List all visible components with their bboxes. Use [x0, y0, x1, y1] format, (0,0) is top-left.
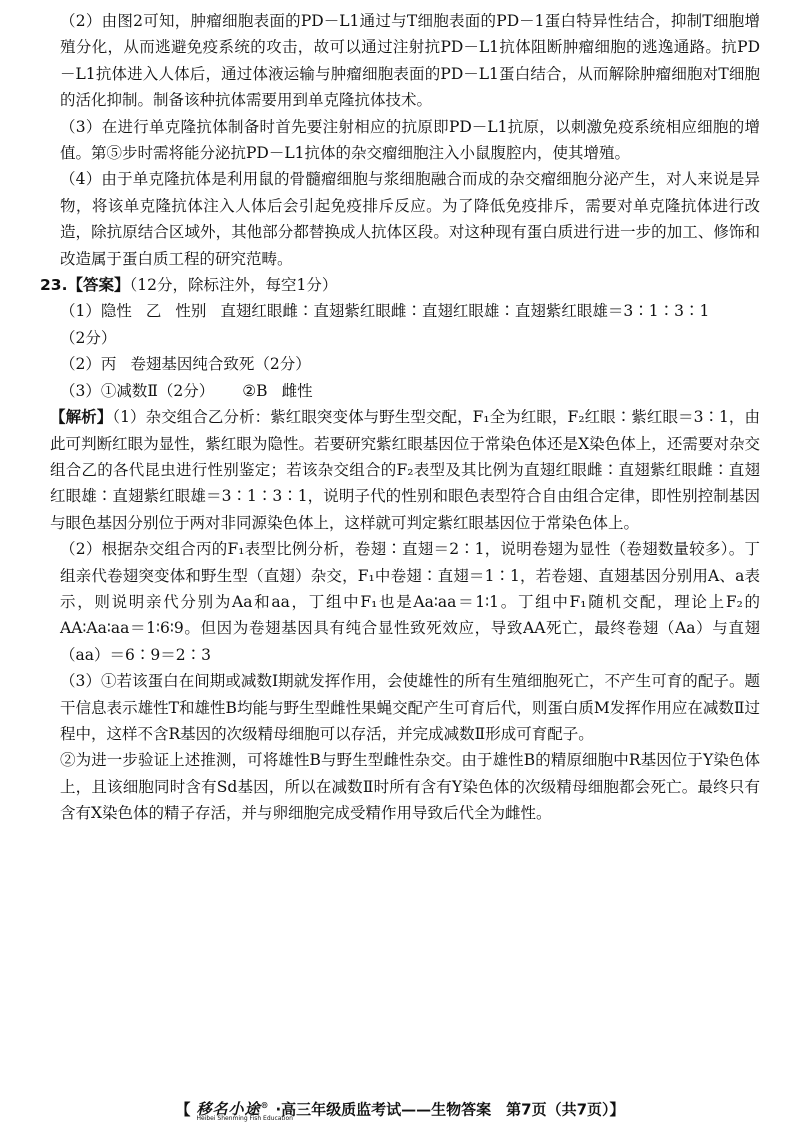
answer-3-female: 雌性	[281, 381, 313, 400]
footer-open-bracket: 【	[175, 1100, 191, 1119]
answer-2-reason: 卷翅基因纯合致死（2分）	[130, 355, 311, 374]
analysis-tag: 【解析】	[50, 408, 113, 427]
analysis-paragraph-3: （3）①若该蛋白在间期或减数Ⅰ期就发挥作用，会使雄性的所有生殖细胞死亡，不产生可育的配子。题干信息表示雄性T和雄性B均能与野生型雌性果蝇交配产生可育后代，则蛋白质M发挥作用应在减数Ⅱ过程中，这样不含R基因的次级精母细胞可以存活，并完成减数Ⅱ形成可育配子。	[60, 672, 760, 743]
answer-line-1-cont	[50, 325, 760, 351]
answer-1-ratio: 直翅红眼雌∶直翅紫红眼雌∶直翅红眼雄∶直翅紫红眼雄＝3∶1∶3∶1	[220, 302, 710, 321]
paragraph-q22-2: （2）由图2可知，肿瘤细胞表面的PD－L1通过与T细胞表面的PD－1蛋白特异性结合，抑制T细胞增殖分化，从而逃避免疫系统的攻击，故可以通过注射抗PD－L1抗体阻断肿瘤细胞的逃逸通路。抗PD－L1抗体进入人体后，通过体液运输与肿瘤细胞表面的PD－L1蛋白结合，从而解除肿瘤细胞对T细胞的活化抑制。制备该种抗体需要用到单克隆抗体技术。	[60, 12, 760, 110]
analysis-1-text: （1）杂交组合乙分析：紫红眼突变体与野生型交配，F₁全为红眼，F₂红眼∶紫红眼＝3∶1，由此可判断红眼为显性，紫红眼为隐性。若要研究紫红眼基因位于常染色体还是X染色体上，还需要对杂交组合乙的各代昆虫进行性别鉴定；若该杂交组合的F₂表型及其比例为直翅红眼雌∶直翅紫红眼雌∶直翅红眼雄∶直翅紫红眼雄＝3∶1∶3∶1，说明子代的性别和眼色表型符合自由组合定律，即性别控制基因与眼色基因分别位于两对非同源染色体上，这样就可判定紫红眼基因位于常染色体上。	[50, 408, 760, 532]
answer-1-sex: 性别	[175, 302, 207, 321]
answer-3-meiosis: （3）①减数Ⅱ（2分）	[60, 381, 215, 400]
footer-text: ·高三年级质监考试——生物答案 第7页（共7页）	[275, 1100, 610, 1119]
question-number: 23.	[40, 276, 68, 295]
answer-2-group: （2）丙	[60, 355, 117, 374]
analysis-paragraph-4: ②为进一步验证上述推测，可将雄性B与野生型雌性杂交。由于雄性B的精原细胞中R基因位于Y染色体上，且该细胞同时含有Sd基因，所以在减数Ⅱ时所有含有Y染色体的次级精母细胞都会死亡。最终只有含有X染色体的精子存活，并与卵细胞完成受精作用导致后代全为雌性。	[60, 751, 760, 823]
answer-1-score: （2分）	[60, 328, 117, 347]
paragraph-q22-4: （4）由于单克隆抗体是利用鼠的骨髓瘤细胞与浆细胞融合而成的杂交瘤细胞分泌产生，对人来说是异物，将该单克隆抗体注入人体后会引起免疫排斥反应。为了降低免疫排斥，需要对单克隆抗体进行改造，除抗原结合区域外，其他部分都替换成人抗体区段。对这种现有蛋白质进行进一步的加工、修饰和改造属于蛋白质工程的研究范畴。	[60, 170, 760, 268]
registered-mark: ®	[260, 1100, 270, 1110]
answer-line-3	[50, 378, 760, 404]
analysis-paragraph-2: （2）根据杂交组合丙的F₁表型比例分析，卷翅∶直翅＝2∶1，说明卷翅为显性（卷翅数量较多）。丁组亲代卷翅突变体和野生型（直翅）杂交，F₁中卷翅∶直翅＝1∶1，若卷翅、直翅基因分别用A、a表示，则说明亲代分别为Aa和aa，丁组中F₁也是Aa∶aa＝1∶1。丁组中F₁随机交配，理论上F₂的AA∶Aa∶aa＝1∶6∶9。但因为卷翅基因具有纯合显性致死效应，导致AA死亡，最终卷翅（Aa）与直翅（aa）＝6∶9＝2∶3	[60, 540, 760, 664]
q23-answer-heading	[40, 272, 760, 298]
analysis-paragraph-1	[50, 404, 760, 536]
logo-text: 移名小途	[196, 1100, 261, 1118]
answer-line-1	[50, 298, 760, 324]
logo-subtitle: Heibei Shenming Fish Education	[196, 1115, 293, 1122]
answer-3-male: ②B	[242, 381, 268, 400]
publisher-logo	[192, 1093, 293, 1127]
footer-close-bracket: 】	[609, 1100, 625, 1119]
score-note: （12分，除标注外，每空1分）	[129, 276, 338, 295]
answer-line-2	[50, 351, 760, 377]
answer-tag: 【答案】	[67, 276, 130, 295]
page-footer	[0, 1093, 800, 1127]
answer-1-recessive: （1）隐性	[60, 302, 132, 321]
answer-1-group: 乙	[145, 302, 162, 321]
answer-content	[40, 8, 760, 827]
paragraph-q22-3: （3）在进行单克隆抗体制备时首先要注射相应的抗原即PD－L1抗原，以刺激免疫系统相应细胞的增值。第⑤步时需将能分泌抗PD－L1抗体的杂交瘤细胞注入小鼠腹腔内，使其增殖。	[60, 117, 760, 163]
